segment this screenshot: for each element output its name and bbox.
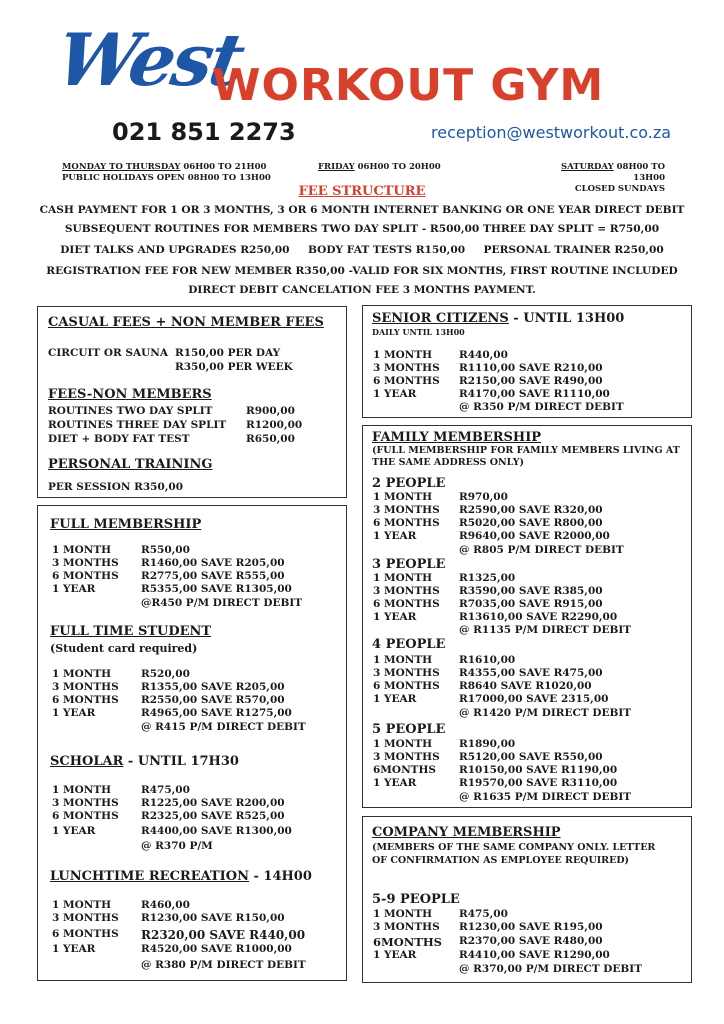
row-value: R4355,00 SAVE R475,00 xyxy=(459,667,603,679)
row-label: 1 YEAR xyxy=(52,825,96,837)
hours-friday xyxy=(318,162,441,173)
row-label: 3 MONTHS xyxy=(373,585,440,597)
weekday-label: MONDAY TO THURSDAY xyxy=(62,162,181,172)
casual-fees-box xyxy=(37,306,347,498)
row-value: @ R1135 P/M DIRECT DEBIT xyxy=(459,624,632,636)
row-label: 1 MONTH xyxy=(52,544,112,556)
saturday-time: 08H00 TO 13H00 xyxy=(613,162,665,183)
group-heading: 3 PEOPLE xyxy=(372,557,446,572)
row-label: 3 MONTHS xyxy=(52,681,119,693)
row-value: R520,00 xyxy=(141,668,190,680)
row-label: 1 YEAR xyxy=(373,693,417,705)
phone-number: 021 851 2273 xyxy=(112,118,296,146)
row-value: R2590,00 SAVE R320,00 xyxy=(459,504,603,516)
senior-title: SENIOR CITIZENS xyxy=(372,311,509,326)
full-membership-title: FULL MEMBERSHIP xyxy=(50,517,202,532)
pt-session: PER SESSION R350,00 xyxy=(48,481,184,493)
company-note: (MEMBERS OF THE SAME COMPANY ONLY. LETTER OF CONFIRMATION AS EMPLOYEE REQUIRED) xyxy=(372,842,656,866)
weekday-time: 06H00 TO 21H00 xyxy=(180,162,267,172)
row-label: 1 MONTH xyxy=(373,908,433,920)
row-label: 6MONTHS xyxy=(373,764,436,776)
row-value: R4400,00 SAVE R1300,00 xyxy=(141,825,292,837)
row-label: 1 YEAR xyxy=(373,949,417,961)
row-value: R17000,00 SAVE 2315,00 xyxy=(459,693,609,705)
row-label: 3 MONTHS xyxy=(373,362,440,374)
row-value: R2370,00 SAVE R480,00 xyxy=(459,935,603,947)
casual-fees-title: CASUAL FEES + NON MEMBER FEES xyxy=(48,315,324,330)
row-value: R1890,00 xyxy=(459,738,516,750)
row-value: @R450 P/M DIRECT DEBIT xyxy=(141,597,303,609)
row-value: R1355,00 SAVE R205,00 xyxy=(141,681,285,693)
senior-heading xyxy=(372,311,624,326)
item-value: R900,00 xyxy=(246,405,295,417)
fee-line: DIRECT DEBIT CANCELATION FEE 3 MONTHS PAYMENT. xyxy=(188,284,536,296)
row-value: R3590,00 SAVE R385,00 xyxy=(459,585,603,597)
senior-box xyxy=(362,305,692,418)
circuit-day: R150,00 PER DAY xyxy=(175,347,281,359)
row-value: R1325,00 xyxy=(459,572,516,584)
row-label: 3 MONTHS xyxy=(52,797,119,809)
row-label: 6 MONTHS xyxy=(373,598,440,610)
fee-line: REGISTRATION FEE FOR NEW MEMBER R350,00 -VALID FOR SIX MONTHS, FIRST ROUTINE INCLUDED xyxy=(46,265,678,277)
lunch-heading xyxy=(50,869,312,884)
row-value: R4170,00 SAVE R1110,00 xyxy=(459,388,610,400)
circuit-label: CIRCUIT OR SAUNA xyxy=(48,347,169,359)
group-heading: 5 PEOPLE xyxy=(372,722,446,737)
group-heading: 2 PEOPLE xyxy=(372,476,446,491)
logo-title: WORKOUT GYM xyxy=(212,60,605,111)
fee-line: SUBSEQUENT ROUTINES FOR MEMBERS TWO DAY SPLIT - R500,00 THREE DAY SPLIT = R750,00 xyxy=(64,223,660,235)
row-label: 1 MONTH xyxy=(52,784,112,796)
row-value: R9640,00 SAVE R2000,00 xyxy=(459,530,610,542)
senior-suffix: - UNTIL 13H00 xyxy=(508,311,625,326)
row-label: 1 YEAR xyxy=(373,611,417,623)
row-value: R1110,00 SAVE R210,00 xyxy=(459,362,603,374)
row-value: R10150,00 SAVE R1190,00 xyxy=(459,764,618,776)
scholar-heading xyxy=(50,754,239,769)
row-label: 1 MONTH xyxy=(373,572,433,584)
lunch-title: LUNCHTIME RECREATION xyxy=(50,869,249,884)
row-value: @ R380 P/M DIRECT DEBIT xyxy=(141,959,306,971)
row-label: 1 MONTH xyxy=(373,349,433,361)
row-value: R2150,00 SAVE R490,00 xyxy=(459,375,603,387)
row-value: R1460,00 SAVE R205,00 xyxy=(141,557,285,569)
company-heading: 5-9 PEOPLE xyxy=(372,892,460,907)
row-value: R2325,00 SAVE R525,00 xyxy=(141,810,285,822)
row-value: R2775,00 SAVE R555,00 xyxy=(141,570,285,582)
fee-line: CASH PAYMENT FOR 1 OR 3 MONTHS, 3 OR 6 MONTH INTERNET BANKING OR ONE YEAR DIRECT DEBIT xyxy=(39,204,685,216)
personal-training-title: PERSONAL TRAINING xyxy=(48,457,213,472)
row-label: 1 YEAR xyxy=(52,943,96,955)
public-holidays: PUBLIC HOLIDAYS OPEN 08H00 TO 13H00 xyxy=(62,173,271,183)
row-label: 1 MONTH xyxy=(52,899,112,911)
item-label: ROUTINES TWO DAY SPLIT xyxy=(48,405,213,417)
saturday-label: SATURDAY xyxy=(560,162,614,172)
row-label: 1 YEAR xyxy=(52,583,96,595)
row-value: R8640 SAVE R1020,00 xyxy=(459,680,592,692)
circuit-row xyxy=(48,347,293,373)
item-label: DIET + BODY FAT TEST xyxy=(48,433,190,445)
row-value: @ R1635 P/M DIRECT DEBIT xyxy=(459,791,632,803)
row-value: R550,00 xyxy=(141,544,190,556)
row-label: 6 MONTHS xyxy=(52,570,119,582)
row-value: R5355,00 SAVE R1305,00 xyxy=(141,583,292,595)
item-label: ROUTINES THREE DAY SPLIT xyxy=(48,419,227,431)
row-value: @ R805 P/M DIRECT DEBIT xyxy=(459,544,624,556)
group-heading: 4 PEOPLE xyxy=(372,637,446,652)
memberships-box xyxy=(37,505,347,981)
sunday-closed: CLOSED SUNDAYS xyxy=(574,184,665,194)
student-title: FULL TIME STUDENT xyxy=(50,624,212,639)
row-value: R7035,00 SAVE R915,00 xyxy=(459,598,603,610)
friday-label: FRIDAY xyxy=(318,162,355,172)
row-value: R4410,00 SAVE R1290,00 xyxy=(459,949,610,961)
row-label: 3 MONTHS xyxy=(373,921,440,933)
row-label: 6MONTHS xyxy=(373,935,442,949)
lunch-suffix: - 14H00 xyxy=(248,869,312,884)
item-value: R1200,00 xyxy=(246,419,303,431)
row-value: R475,00 xyxy=(141,784,190,796)
row-value: R19570,00 SAVE R3110,00 xyxy=(459,777,618,789)
row-value: R13610,00 SAVE R2290,00 xyxy=(459,611,618,623)
row-value: @ R370,00 P/M DIRECT DEBIT xyxy=(459,963,643,975)
row-label: 1 YEAR xyxy=(373,388,417,400)
row-label: 6 MONTHS xyxy=(373,517,440,529)
row-value: @ R415 P/M DIRECT DEBIT xyxy=(141,721,306,733)
row-label: 6 MONTHS xyxy=(52,810,119,822)
row-label: 1 MONTH xyxy=(373,491,433,503)
row-value: R1230,00 SAVE R150,00 xyxy=(141,912,285,924)
row-value: R970,00 xyxy=(459,491,508,503)
fee-line: DIET TALKS AND UPGRADES R250,00 BODY FAT TESTS R150,00 PERSONAL TRAINER R250,00 xyxy=(60,244,664,256)
row-label: 6 MONTHS xyxy=(52,694,119,706)
logo-script: West xyxy=(50,17,249,102)
email-address: reception@westworkout.co.za xyxy=(431,123,672,142)
senior-sub: DAILY UNTIL 13H00 xyxy=(372,327,465,337)
row-value: R460,00 xyxy=(141,899,190,911)
row-label: 6 MONTHS xyxy=(373,680,440,692)
row-value: R4520,00 SAVE R1000,00 xyxy=(141,943,292,955)
fee-structure-title: FEE STRUCTURE xyxy=(298,184,426,199)
row-label: 1 MONTH xyxy=(373,738,433,750)
row-label: 6 MONTHS xyxy=(52,928,119,940)
row-label: 1 YEAR xyxy=(373,777,417,789)
item-value: R650,00 xyxy=(246,433,295,445)
circuit-week: R350,00 PER WEEK xyxy=(175,361,293,373)
row-value: @ R350 P/M DIRECT DEBIT xyxy=(459,401,624,413)
row-label: 1 YEAR xyxy=(52,707,96,719)
row-label: 1 MONTH xyxy=(52,668,112,680)
row-label: 3 MONTHS xyxy=(52,912,119,924)
scholar-title: SCHOLAR xyxy=(50,754,124,769)
row-value: R475,00 xyxy=(459,908,508,920)
row-value: R2550,00 SAVE R570,00 xyxy=(141,694,285,706)
row-value: @ R1420 P/M DIRECT DEBIT xyxy=(459,707,632,719)
row-label: 1 YEAR xyxy=(373,530,417,542)
row-value: R1225,00 SAVE R200,00 xyxy=(141,797,285,809)
row-label: 3 MONTHS xyxy=(373,751,440,763)
row-label: 1 MONTH xyxy=(373,654,433,666)
company-box xyxy=(362,816,692,983)
family-note: (FULL MEMBERSHIP FOR FAMILY MEMBERS LIVING AT THE SAME ADDRESS ONLY) xyxy=(372,445,680,468)
scholar-suffix: - UNTIL 17H30 xyxy=(123,754,239,769)
family-title: FAMILY MEMBERSHIP xyxy=(372,430,542,445)
row-value: R1230,00 SAVE R195,00 xyxy=(459,921,603,933)
row-value: R5020,00 SAVE R800,00 xyxy=(459,517,603,529)
student-note: (Student card required) xyxy=(50,642,198,655)
friday-time: 06H00 TO 20H00 xyxy=(354,162,441,172)
row-value: R5120,00 SAVE R550,00 xyxy=(459,751,603,763)
row-value: @ R370 P/M xyxy=(141,840,213,852)
row-value: R2320,00 SAVE R440,00 xyxy=(141,928,306,942)
row-value: R1610,00 xyxy=(459,654,516,666)
row-label: 3 MONTHS xyxy=(52,557,119,569)
row-label: 3 MONTHS xyxy=(373,504,440,516)
row-value: R440,00 xyxy=(459,349,508,361)
family-box xyxy=(362,425,692,808)
row-label: 3 MONTHS xyxy=(373,667,440,679)
company-title: COMPANY MEMBERSHIP xyxy=(372,825,561,840)
hours-weekday xyxy=(62,162,271,184)
row-value: R4965,00 SAVE R1275,00 xyxy=(141,707,292,719)
row-label: 6 MONTHS xyxy=(373,375,440,387)
nonmember-title: FEES-NON MEMBERS xyxy=(48,387,212,402)
